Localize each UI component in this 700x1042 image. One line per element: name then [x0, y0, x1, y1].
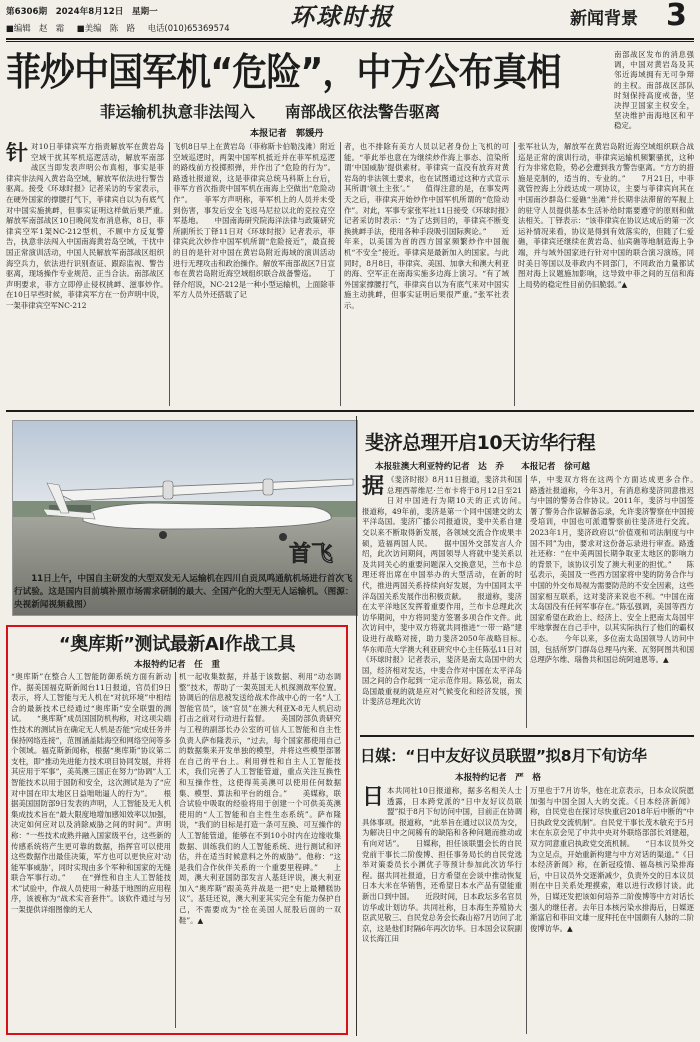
main-headline: 菲炒中国军机“危险”，中方公布真相 — [6, 50, 561, 94]
section-divider — [6, 410, 694, 412]
ai-article-column-2: 机一起收集数据，并基于该数据、利用“动态调整”技术，帮助了一架英国无人机探测敌军位置。协调后的信息被发送给战术作战中心的一名“人工智能官员”，该“官员”在澳大利亚X-8无人机启动打击之前对行动进行监督。 美国防部负责研究与工程的副部长办公室的可信人工智能和自主性负责人萨布隆表示，“过去，每个国家都使用自己的数据集来开发单独的模型，并将这些模型部署在自己的平台上。利用弹性和自主人工智能技术，我们完善了人工智能管道，重点关注互换性和互操作性，这使得英美澳可以使用任何数据集、模型、算法和平台的组合。” 美媒称，联合试验中吸取的经验将用于创建一个可供美英澳使用的“人工智能和自主性生态系统”。萨布隆说，“我们的目标是打造一条可互换、可互操作的人工智能管道，能够在不到10小时内在边缘收集数据、训练我们的人工智能系统、进行测试和评估，并在适当时候意料之外的威胁”。他称：“这是我们合作伙伴关系的一个重要里程碑。” 上周，澳大利亚国防部发言人基廷评说，澳大利亚加入“奥库斯”跟美英并战是一把“史上最糟糕协议”。基廷还说，澳大利亚其实完全有能力保护自己，不需要成为“拴在美国人屁股后面的一双鞋”。▲ — [179, 672, 341, 925]
phone-number: 电话(010)65369574 — [147, 23, 230, 33]
main-subheadline — [100, 100, 440, 122]
main-dropcap: 针 — [6, 142, 29, 166]
staff-info — [6, 22, 240, 34]
japan-article-headline: 日媒：“日中友好议员联盟”拟8月下旬访华 — [360, 747, 647, 765]
fiji-article-headline: 斐济总理开启10天访华行程 — [365, 432, 596, 454]
section-label: 新闻背景 — [570, 9, 638, 29]
fiji-article-column-1 — [362, 475, 522, 730]
fiji-article-col1-text: 《斐济时报》8月11日报道，斐济共和国总理西蒂维尼·兰布卡将于8月12日至21日对中国进行为期10天的正式访问。 报道称，49年前，斐济是第一个同中国建交的太平洋岛国。斐济广播公司报道说，斐中关系自建交以来不断取得新发展，各领域交流合作成果丰硕，造福两国人民。 据中国外交部发言人介绍，此次访问期间，两国领导人将就中斐关系以及共同关心的重要问题深入交换意见，兰布卡总理还将出席在中国举办的大型活动，在新的时代，推进两国关系持续向好发展，为中国同太平洋岛国关系发展作出积极贡献。 报道称，斐济在太平洋地区发挥着重要作用，兰布卡总理此次访华期间，中方将同斐方签署多项合作文件。此次访问中，斐中双方将就共同推进“一带一路”建设进行战略对接，助力斐济2050年战略目标。 华东师范大学澳大利亚研究中心主任陈弘11日对《环球时报》记者表示，斐济是南太岛国中的大国，经济相对发达，中斐合作对中国在太平洋岛国之间的合作起到一定示范作用。陈弘说，南太岛国最重视的就是应对气候变化和经济发展，预计斐济总理此次访 — [362, 475, 522, 707]
column-divider — [514, 142, 515, 406]
japan-article-byline: 本报特约记者 严 格 — [455, 773, 541, 783]
ai-article-headline: “奥库斯”测试最新AI作战工具 — [58, 634, 296, 655]
japan-dropcap: 日 — [362, 786, 385, 810]
fiji-article-byline: 本报驻澳大利亚特约记者 达 乔 本报记者 徐可越 — [375, 462, 590, 472]
ai-article-column-1: “奥库斯”在整合人工智能防御系统方面有新动作。据美国福克斯新闻台11日报道，官员们9日表示，将人工智能与无人机在“对抗环境”中相结合的最新技术已经通过“奥库斯”安全联盟的测试。 “奥库斯”成员国国防机构称，对这项尖端性技术的测试旨在确定无人机是否能“完成任务并保持网络连接”，范围涵盖陆海空和网络空间等多个领域。福克斯新闻称，根据“奥库斯”协议第二支柱，即“推动先进能力技术项目协同发展，并将其应用于军事”，美英澳三国正在努力“协调”人工智能技术以用于国防和安全，这次测试是为了“应对中国在印太地区日益咄咄逼人的行为”。 根据美国国防部9日发表的声明，人工智能及无人机集成技术旨在“最大限度地增加感知效率以加强，决定如何应对以及消除威胁之间的时间”。声明称：“一些技术成熟并融入国家级平台，这些新的传感系统将产生更可靠的数据，指挥官可以使用这些数据作出最佳决策，军方也可以更快应对‘动能军事威胁’，同时实现由多个军种和国家的无缝联合军事行动。” 在“弹性和自主人工智能技术”试验中，作战人员使用一种基于地图的应用程序，该被称为“战术实音套件”。该软件通过与另一架提供详细图像的无人 — [11, 672, 171, 915]
page-number: 3 — [666, 0, 687, 33]
logo-text: 环球时报 — [290, 2, 394, 31]
editor-credit: ■编辑 赵 霜 — [6, 23, 65, 33]
column-divider — [169, 142, 170, 406]
issue-info: 第6306期 2024年8月12日 星期一 — [6, 7, 158, 17]
main-article-col1-text: 对10日菲律宾军方指责解放军在黄岩岛空域干扰其军机巡逻活动，解放军南部战区当即发表声明公布真相，事实是菲律宾非法闯入黄岩岛空域，解放军依法进行警告驱离。接受《环球时报》记者采访的专家表示，在硬外国家的撑腰打气下，菲律宾自以为有底气对中国实施挑衅，但事实证明这样做后果严重。 解放军南部战区10日晚间发布消息称，8日，菲律宾空军1架NC-212型机，不顾中方反复警告，执意非法闯入中国南海黄岩岛空域，干扰中国正常演训活动，中国人民解放军南部战区组织海空兵力，依法进行识别查证、跟踪监视、警告驱离，现场操作专业规范、正当合法。南部战区声明要求，菲方立即停止侵权挑衅、滋事炒作。 在10日早些时候，菲律宾军方在一份声明中说，一架菲律宾空军NC-212 — [6, 142, 164, 310]
main-byline: 本报记者 郭媛丹 — [250, 128, 324, 139]
column-divider — [526, 475, 527, 728]
masthead — [0, 0, 700, 38]
column-divider — [175, 672, 176, 1028]
ai-article-byline: 本报特约记者 任 重 — [134, 660, 220, 670]
main-article-column-2: 飞机8日早上在黄岩岛（菲称斯卡伯勒浅滩）附近空域巡逻时，两架中国军机抵近并在菲军机巡逻的路线前方投掷照弹，并作出了“危险的行为”。路透社报道说，这是菲律宾总统马科斯上台后，菲军方首次指责中国军机在南海上空做出“危险动作”。 菲军方声明称，菲军机上的人员并未受到伤害，事发后安全飞返马尼拉以北的克拉克空军基地。 中国南海研究院海洋法律与政策研究所副所长丁铎11日对《环球时报》记者表示，菲律宾此次炒作中国军机所谓“危险接近”，最直接的目的是针对中国在黄岩岛附近海域的演训活动进行无理攻击和政治操作。解放军南部战区7日宣布在黄岩岛附近海空域组织联合战备警巡。 丁铎介绍说，NC-212是一种小型运输机，上面除菲军方人员外还搭载了记 — [173, 142, 335, 300]
column-divider — [356, 416, 357, 1036]
photo-overlay-label: 首飞 — [289, 541, 334, 567]
main-article-column-4: 张军社认为，解放军在黄岩岛附近海空域组织联合战巡是正常的演训行动，菲律宾运输机频繁骚扰，这种行为非常危险，势必会遭到我方警告驱离。“方方的措施是克制的，适当的、专业的。” 7月21日，中菲就管控海上分歧达成一项协议，主要与菲律宾向其在中国南沙群岛仁爱礁“坐滩”并长期非法滞留的军舰上的驻守人员提供基本生活补给时需要遵守的原则和做法相关。丁铎表示：“该菲律宾在协议达成后的第一次运补情况来看，协议是得到有效落实的，但随了仁爱礁，菲律宾还继续在黄岩岛、仙宾礁等地制造海上争端，并与域外国家进行针对中国的联合演习演练，同时美日等国以及菲政内不同部门，不同政治力量都试图对海上议题施加影响，这导致中菲之间的互信和海上局势的稳定性目前仍旧脆弱。”▲ — [518, 142, 694, 289]
main-article-column-1 — [6, 142, 164, 408]
japan-article-column-2: 万里也于7月访华，他在北京表示，日本众议院愿加强与中国全国人大的交流。《日本经济新闻》称，自民党也在探讨尽快重启2018年后中断的“中日执政党交流机制”。自民党干事长茂木敏充于5月末在东京会见了中共中央对外联络部部长刘建超，双方同意重启执政党交流机制。 “日本议员外交为立足点，开始重新构建与中方对话的渠道。”《日本经济新闻》称，在新冠疫情、福岛核污染排海后，中日议员外交逐渐减少，负责外交的日本议员则在中日关系处理摸索，难以进行改修讨谈。此外，日媒还发把该如何培养二阶俊博等中方对话长强人的继任者。去年日本核污染水排海后，日媒逐渐富启和菲田文雄一度拜托在中国颇有人脉的二阶俊博访华。▲ — [530, 786, 694, 933]
main-article-sidebar-text: 南部战区发布的消息强调，中国对黄岩岛及其邻近海域拥有无可争辩的主权。南部战区部队时刻保持高度戒备，坚决捍卫国家主权安全，坚决维护南海地区和平稳定。 — [614, 50, 694, 131]
subheadline-part-b: 南部战区依法警告驱离 — [285, 102, 441, 121]
column-divider — [526, 786, 527, 1034]
masthead-rule — [6, 38, 694, 40]
fiji-dropcap: 据 — [362, 475, 385, 499]
photo-caption: 11日上午，中国自主研发的大型双发无人运输机在四川自贡凤鸣通航机场进行首次飞行试验。这是国内目前填补照市场需求研制的最大、全国产化的大型无人运输机。（图源：央视新闻视频截图） — [14, 574, 354, 610]
newspaper-logo — [290, 2, 422, 32]
designer-credit: ■美编 陈 路 — [76, 23, 136, 33]
subheadline-part-a: 菲运输机执意非法闯入 — [100, 102, 256, 121]
column-divider — [340, 142, 341, 406]
japan-article-column-1 — [362, 786, 522, 1036]
main-article-column-3: 者，也不排除有美方人员以记者身份上飞机的可能。“菲此举也意在为继续炒作海上事态、渲染所谓‘中国威胁’提供素材。菲律宾一直没有放弃对黄岩岛的非法领土要求，也在试图通过这种方式宣示其所谓‘领土主张’。” 值得注意的是，在事发两天之后，菲律宾开始炒作中国军机所谓的“危险动作”。对此，军事专家张军社11日接受《环球时报》记者采访时表示：“为了达到目的，菲律宾不断变换挑衅手法，使用各种手段吸引国际舆论。” 近年来，以美国为首的西方国家频繁炒作中国舰机“不安全”接近。菲律宾是最新加入的国家。与此同时，8月8日，菲律宾、美国、加拿大和澳大利亚的海、空军正在南海实施多边海上演习。“有了域外国家撑腰打气，菲律宾自以为有底气来对中国实施主动挑衅，但事实证明后果很严重。”张军社表示。 — [344, 142, 509, 310]
japan-article-col1-text: 本共同社10日报道称，据多名相关人士透露，日本跨党派的“日中友好议员联盟”拟于8月下旬访问中国，目前正在协调具体事项。报道称，“此举旨在通过以议员为交，为解决日中之间稀有的缺陷和各种问题而推动或有向对话”。 日媒称，担任该联盟会长的自民党前干事长二阶俊博、担任事务局长的自民党选举对策委员长小渊优子等预计参加此次访华行程。据共同社报道，日方希望在会谈中推动恢复日本大米在华销售，还希望日本水产品有望能重新出口到中国。 近段时间，日本政坛多名官员访华或计划访华。共同社称，日本海生养殖协大臣武见敬三、自民党总务会长森山裕7月访问了北京，这是他们时隔6年再次访华。日本国会议院副议长海江田 — [362, 786, 522, 944]
section-divider — [360, 735, 694, 737]
fiji-article-column-2: 华，中斐双方将在这两个方面达成更多合作。 路透社报道称，今年3月，有消息称斐济同意推迟与中国的警务合作协议。2011年，斐济与中国签署了警务合作谅解备忘录，允许斐济警察在中国接受培训，中国也可派遣警察前往斐济进行交流。2023年1月，斐济政府以“价值观和司法制度与中国不同”为由，要求对这份备忘录进行审查。路透社还称：“在中美两国长期争取亚太地区的影响力的背景下，该协议引发了澳大利亚的担忧。” 陈弘表示，美国及一些西方国家将中斐的防务合作与中国的外交布局视为需要防范的不安全因素，这些国家相互联系，这对斐济来说也不利。“中国在南太岛国没有任何军事存在。”陈弘强调，美国等西方国家希望在政治上、经济上、安全上把南太岛国牢牢地掌握在自己手中，以其实际执行了他们的霸权心态。 今年以来，多位南太岛国领导人访问中国，包括所罗门群岛总理马内莱、瓦努阿图共和国总理萨尔维、瑙鲁共和国总统阿迪恩等。▲ — [530, 475, 694, 665]
masthead-rule-thin — [6, 41, 694, 42]
